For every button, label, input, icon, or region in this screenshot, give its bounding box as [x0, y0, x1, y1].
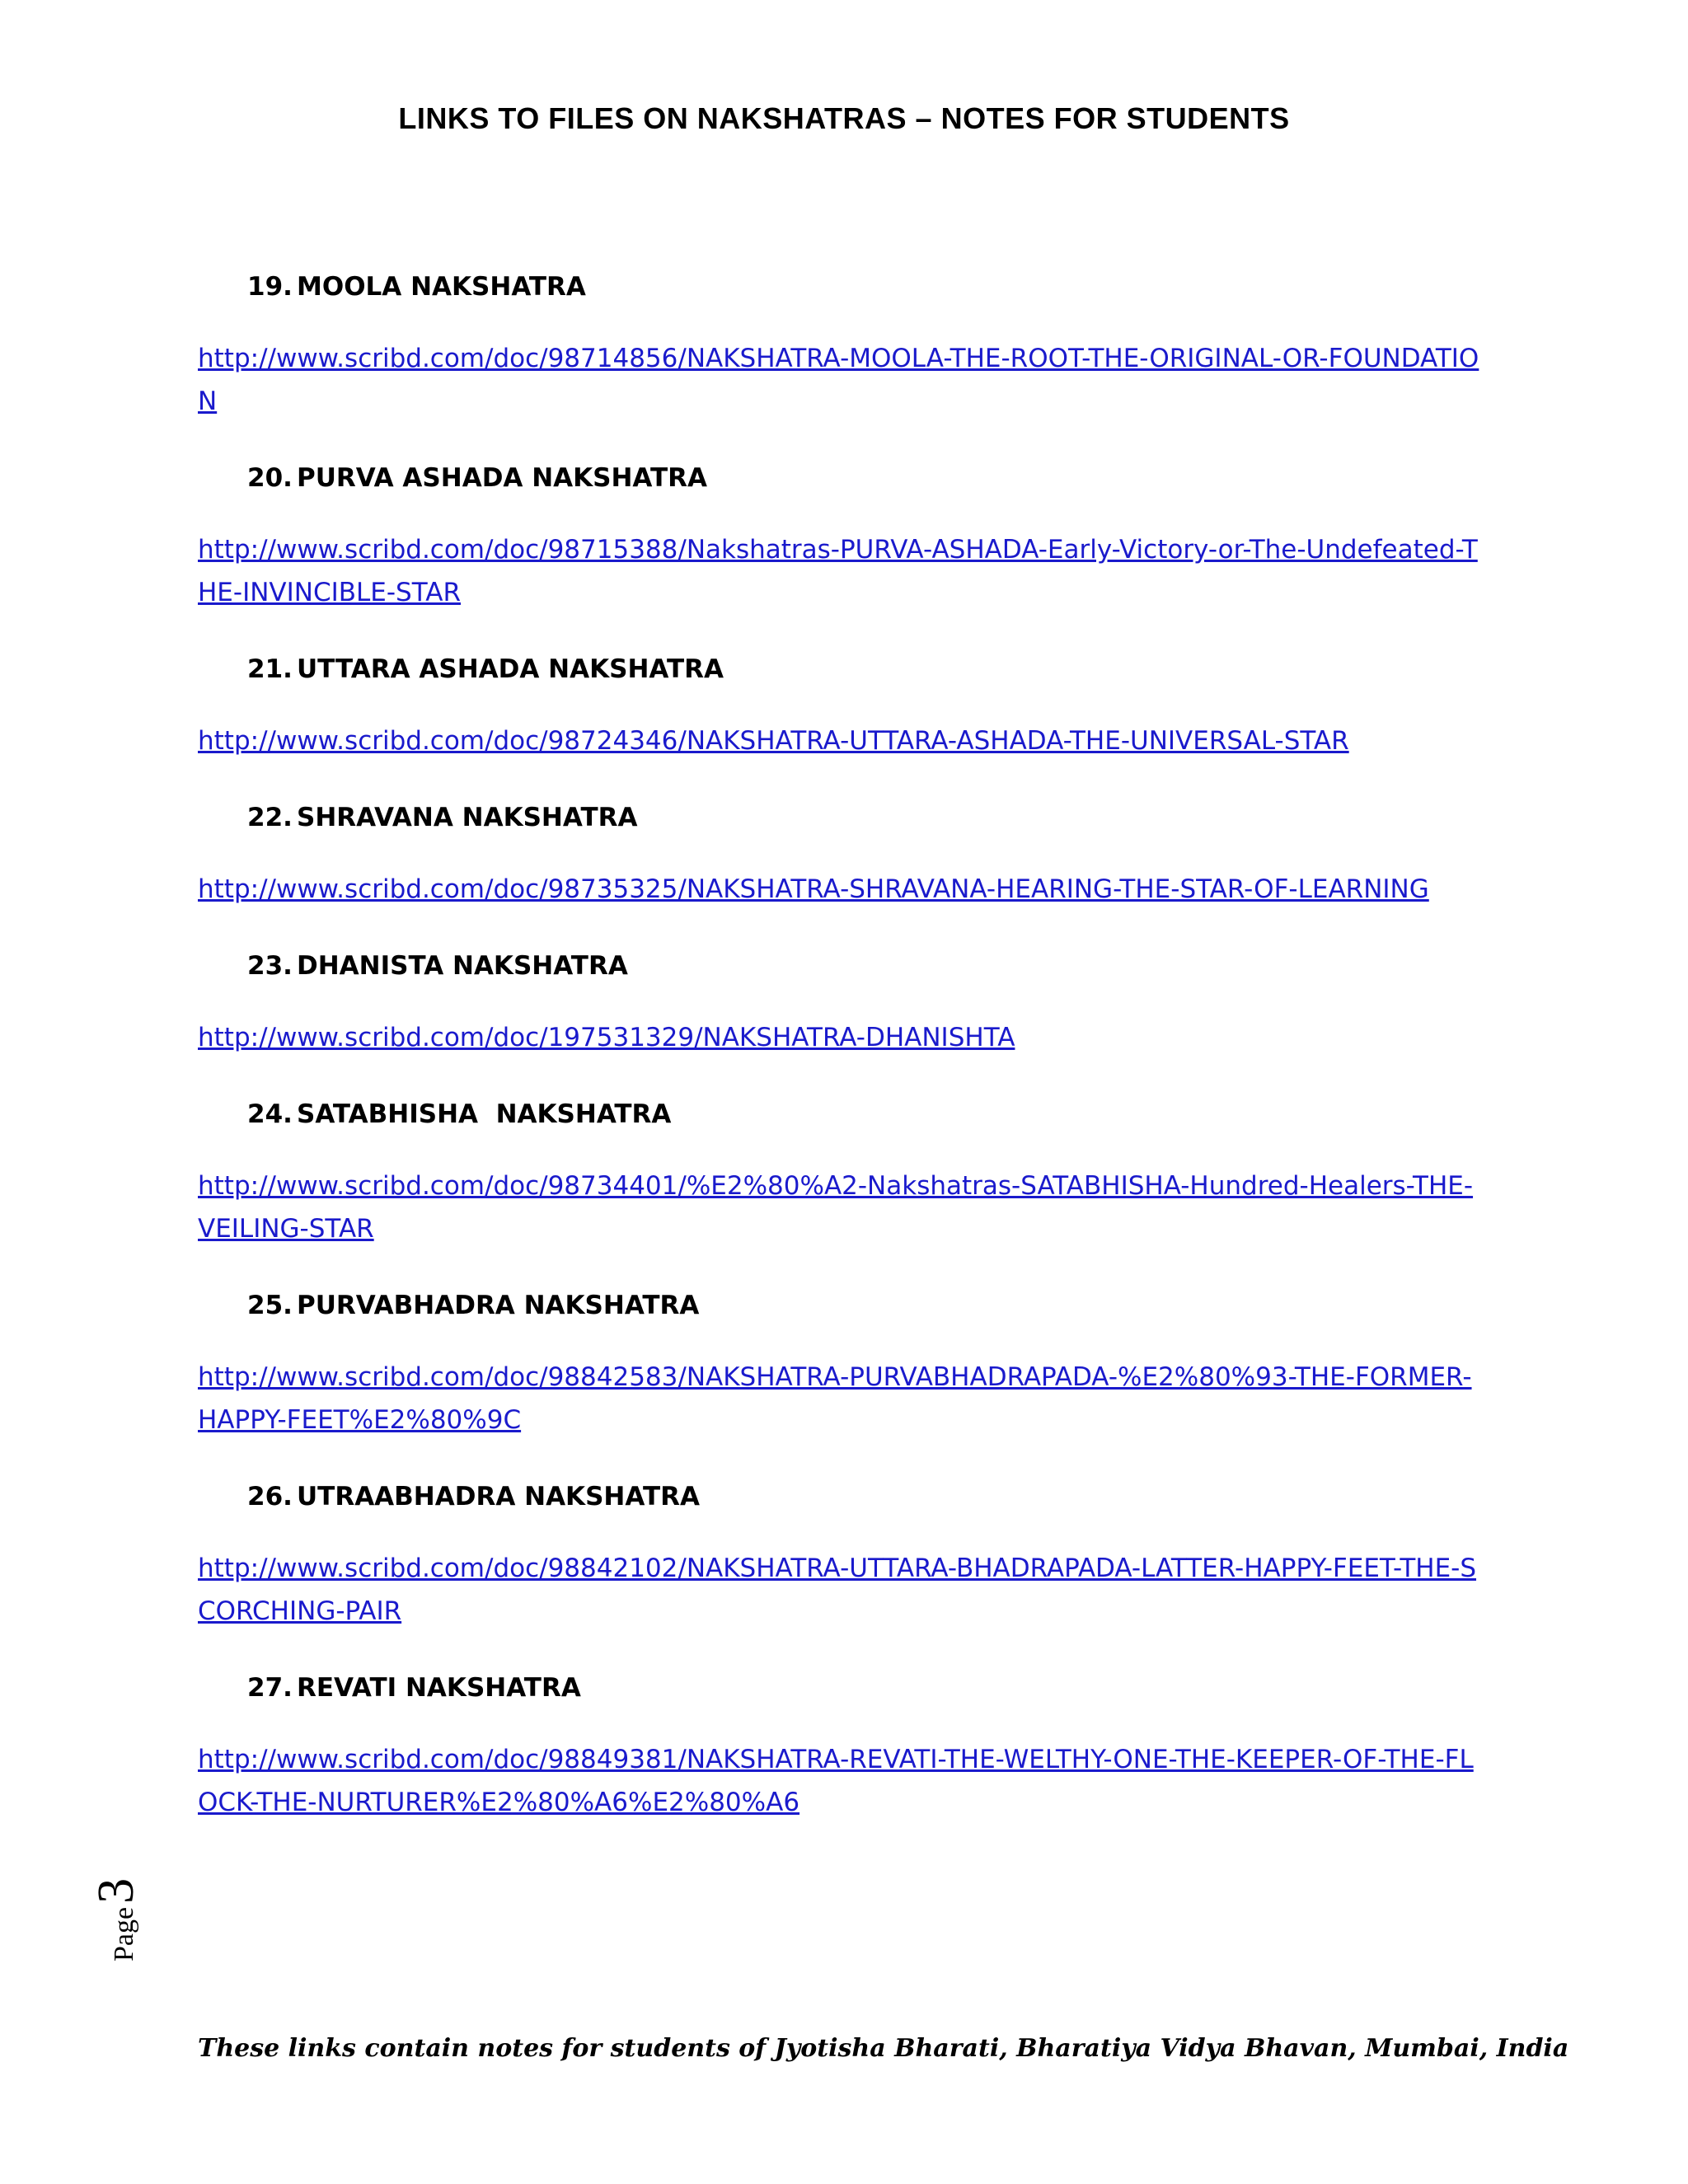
entry-name: DHANISTA NAKSHATRA	[297, 951, 628, 981]
entry-number: 25.	[247, 1291, 293, 1320]
entry-number: 22.	[247, 803, 293, 832]
entry-heading	[247, 453, 1517, 503]
document-title: LINKS TO FILES ON NAKSHATRAS – NOTES FOR STUDENTS	[398, 101, 1290, 135]
entry-heading	[247, 1281, 1517, 1330]
list-item	[198, 941, 1517, 1059]
list-item	[198, 1281, 1517, 1441]
entry-name: PURVA ASHADA NAKSHATRA	[297, 463, 708, 493]
entry-heading	[247, 1472, 1517, 1521]
entry-name: SATABHISHA NAKSHATRA	[297, 1099, 672, 1129]
list-item	[198, 1472, 1517, 1633]
entry-name: UTRAABHADRA NAKSHATRA	[297, 1482, 700, 1511]
entry-link[interactable]: http://www.scribd.com/doc/98734401/%E2%80%A2-Nakshatras-SATABHISHA-Hundred-Healers-THE-VEILING-STAR	[198, 1171, 1474, 1244]
entry-link[interactable]: http://www.scribd.com/doc/197531329/NAKSHATRA-DHANISHTA	[198, 1023, 1015, 1052]
entry-number: 23.	[247, 951, 293, 981]
entry-link[interactable]: http://www.scribd.com/doc/98724346/NAKSHATRA-UTTARA-ASHADA-THE-UNIVERSAL-STAR	[198, 726, 1349, 756]
entry-name: SHRAVANA NAKSHATRA	[297, 803, 638, 832]
entry-link[interactable]: http://www.scribd.com/doc/98842102/NAKSHATRA-UTTARA-BHADRAPADA-LATTER-HAPPY-FEET-THE-SCORCHING-PAIR	[198, 1554, 1477, 1626]
entry-number: 26.	[247, 1482, 293, 1511]
entry-heading	[247, 262, 1517, 312]
page-number: 3	[88, 1877, 144, 1904]
entry-number: 27.	[247, 1673, 293, 1703]
page-number-rotated	[87, 1878, 146, 1961]
list-item	[198, 644, 1517, 762]
entry-link[interactable]: http://www.scribd.com/doc/98849381/NAKSHATRA-REVATI-THE-WELTHY-ONE-THE-KEEPER-OF-THE-FLOCK-THE-NURTURER%E2%80%A6%E2%80%A6	[198, 1745, 1474, 1817]
entry-heading	[247, 1663, 1517, 1713]
entry-name: PURVABHADRA NAKSHATRA	[297, 1291, 700, 1320]
footer-note: These links contain notes for students of Jyotisha Bharati, Bharatiya Vidya Bhavan, Mumbai, India	[198, 2034, 1569, 2063]
list-item	[198, 793, 1517, 911]
entry-link[interactable]: http://www.scribd.com/doc/98714856/NAKSHATRA-MOOLA-THE-ROOT-THE-ORIGINAL-OR-FOUNDATION	[198, 344, 1479, 416]
entry-number: 24.	[247, 1099, 293, 1129]
list-item	[198, 1663, 1517, 1824]
entry-number: 21.	[247, 654, 293, 684]
page-word: Page	[109, 1906, 139, 1961]
entry-link[interactable]: http://www.scribd.com/doc/98735325/NAKSHATRA-SHRAVANA-HEARING-THE-STAR-OF-LEARNING	[198, 874, 1429, 904]
list-item	[198, 262, 1517, 423]
entry-link[interactable]: http://www.scribd.com/doc/98842583/NAKSHATRA-PURVABHADRAPADA-%E2%80%93-THE-FORMER-HAPPY-FEET%E2%80%9C	[198, 1362, 1472, 1435]
entry-number: 19.	[247, 272, 293, 302]
entry-name: UTTARA ASHADA NAKSHATRA	[297, 654, 724, 684]
list-item	[198, 1090, 1517, 1250]
list-item	[198, 453, 1517, 614]
entry-name: REVATI NAKSHATRA	[297, 1673, 581, 1703]
entries-list	[198, 262, 1517, 1854]
entry-heading	[247, 793, 1517, 842]
entry-heading	[247, 1090, 1517, 1139]
entry-heading	[247, 941, 1517, 991]
entry-number: 20.	[247, 463, 293, 493]
entry-heading	[247, 644, 1517, 694]
entry-name: MOOLA NAKSHATRA	[297, 272, 586, 302]
entry-link[interactable]: http://www.scribd.com/doc/98715388/Nakshatras-PURVA-ASHADA-Early-Victory-or-The-Undefeated-THE-INVINCIBLE-STAR	[198, 535, 1478, 607]
